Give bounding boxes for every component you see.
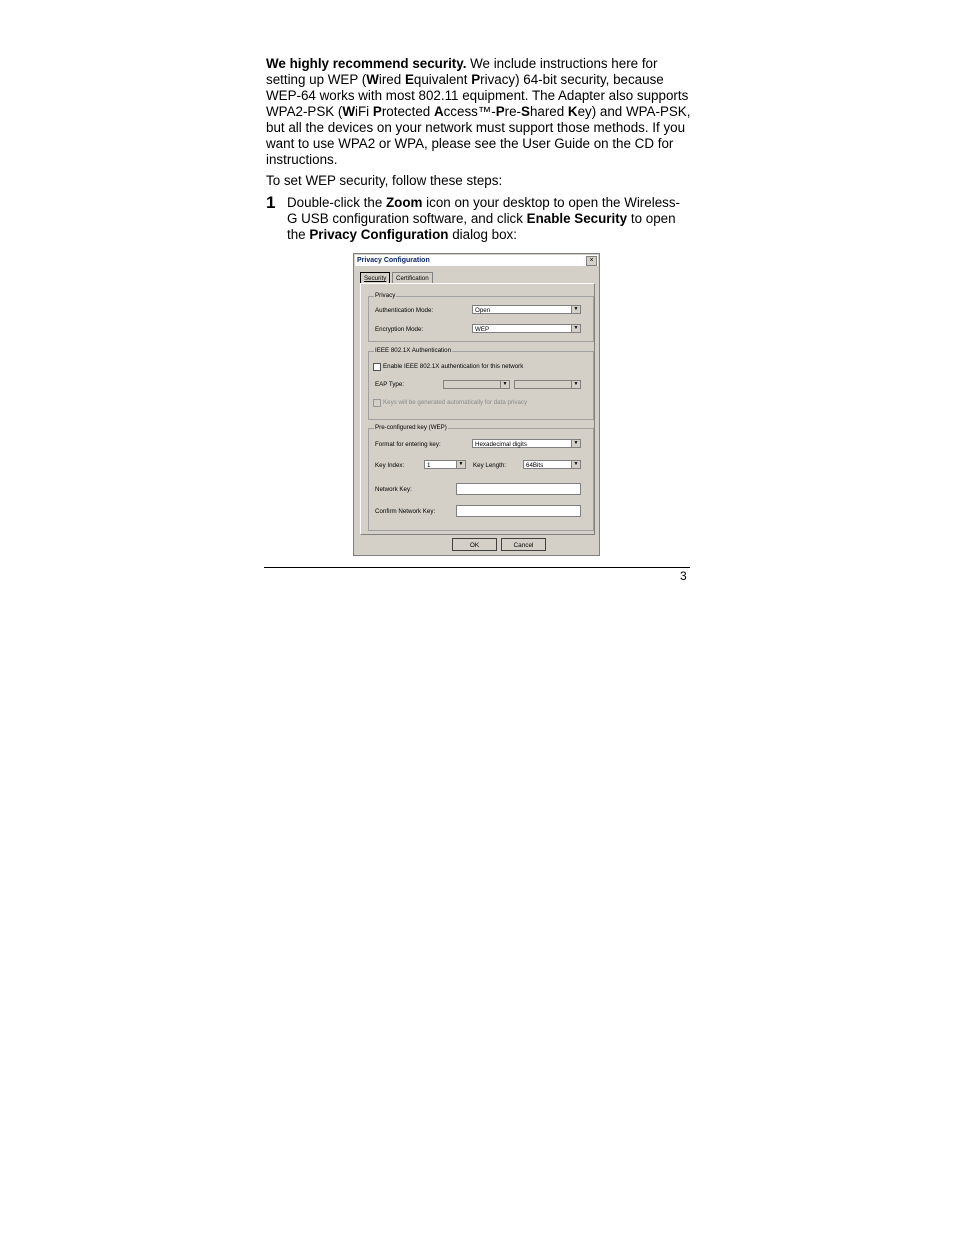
auth-mode-label: Authentication Mode:: [375, 307, 434, 314]
step-text: Double-click the: [287, 195, 386, 210]
enable-ieee-label: Enable IEEE 802.1X authentication for this network: [383, 363, 524, 370]
footer-rule: [264, 567, 690, 568]
enc-mode-select[interactable]: [472, 324, 581, 333]
acr-text: ccess™-: [443, 104, 496, 119]
privacy-group: [368, 292, 594, 342]
key-length-select[interactable]: [523, 460, 581, 469]
ieee-group: [368, 347, 594, 420]
acr-text: quivalent: [413, 72, 472, 87]
wep-group: [368, 424, 594, 531]
intro-paragraph: [266, 56, 691, 168]
chevron-down-icon: ▼: [571, 325, 580, 332]
chevron-down-icon: ▼: [571, 306, 580, 313]
wep-group-label: Pre-configured key (WEP): [375, 424, 447, 431]
auth-mode-select[interactable]: [472, 305, 581, 314]
intro-text: We include instructions here for setting up WEP (: [266, 56, 658, 87]
confirm-key-input[interactable]: [456, 505, 581, 517]
dialog-title: Privacy Configuration: [355, 255, 598, 266]
acr-w: W: [366, 72, 379, 87]
acr-k: K: [567, 104, 578, 119]
acr-p: P: [471, 72, 481, 87]
acr-p: P: [495, 104, 505, 119]
format-value: Hexadecimal digits: [475, 441, 527, 448]
enc-mode-label: Encryption Mode:: [375, 326, 424, 333]
acr-text: rotected: [381, 104, 434, 119]
key-length-value: 64Bits: [526, 462, 544, 469]
key-index-label: Key Index:: [375, 462, 405, 469]
chevron-down-icon: ▼: [456, 461, 465, 468]
key-index-select[interactable]: [424, 460, 466, 469]
step-text: icon on your desktop to open the Wireless-G USB configuration software, and click: [287, 195, 680, 226]
privacy-configuration-dialog: [353, 253, 600, 556]
confirm-key-label: Confirm Network Key:: [375, 508, 436, 515]
acr-text: ired: [378, 72, 405, 87]
network-key-label: Network Key:: [375, 486, 412, 493]
enable-ieee-checkbox[interactable]: [373, 363, 381, 371]
eap-subtype-select[interactable]: [514, 380, 581, 389]
ieee-group-label: IEEE 802.1X Authentication: [375, 347, 452, 354]
tab-security[interactable]: Security: [360, 272, 390, 284]
format-select[interactable]: [472, 439, 581, 448]
step-number: 1: [266, 193, 276, 212]
intro-text: ey) and WPA-PSK, but all the devices on your network must support those methods. If you want to use WPA2 or WPA, please see the User Guide on the CD for instructions.: [266, 104, 691, 167]
acr-s: S: [521, 104, 530, 119]
privacy-config-term: Privacy Configuration: [309, 227, 449, 242]
acr-w: W: [342, 104, 356, 119]
intro-lead: We highly recommend security.: [266, 56, 467, 71]
format-label: Format for entering key:: [375, 441, 441, 448]
intro-text: rivacy) 64-bit security, because WEP-64 works with most 802.11 equipment. The Adapter also supports WPA2-PSK (: [266, 72, 689, 119]
steps-intro: To set WEP security, follow these steps:: [266, 173, 503, 188]
tab-panel: [360, 283, 595, 535]
acr-a: A: [433, 104, 444, 119]
eap-type-label: EAP Type:: [375, 381, 405, 388]
eap-type-select[interactable]: [443, 380, 510, 389]
enable-security-term: Enable Security: [526, 211, 628, 226]
network-key-input[interactable]: [456, 483, 581, 495]
chevron-down-icon: ▼: [571, 381, 580, 388]
step-1-text: [287, 195, 687, 243]
cancel-button[interactable]: Cancel: [501, 538, 546, 551]
key-length-label: Key Length:: [473, 462, 507, 469]
acr-e: E: [404, 72, 414, 87]
privacy-group-label: Privacy: [375, 292, 396, 299]
page-number: 3: [680, 569, 687, 583]
zoom-term: Zoom: [386, 195, 423, 210]
close-icon[interactable]: ×: [586, 256, 597, 266]
step-text: dialog box:: [448, 227, 517, 242]
chevron-down-icon: ▼: [571, 440, 580, 447]
acr-text: hared: [529, 104, 568, 119]
acr-text: re-: [504, 104, 522, 119]
keys-auto-checkbox[interactable]: [373, 399, 381, 407]
keys-auto-label: Keys will be generated automatically for data privacy: [383, 399, 528, 406]
ok-button[interactable]: OK: [452, 538, 497, 551]
chevron-down-icon: ▼: [500, 381, 509, 388]
enc-mode-value: WEP: [475, 326, 490, 333]
step-text: to open the: [287, 211, 676, 242]
chevron-down-icon: ▼: [571, 461, 580, 468]
auth-mode-value: Open: [475, 307, 491, 314]
acr-text: iFi: [355, 104, 373, 119]
acr-p: P: [372, 104, 382, 119]
key-index-value: 1: [427, 462, 431, 469]
tab-certification[interactable]: Certification: [392, 272, 433, 284]
